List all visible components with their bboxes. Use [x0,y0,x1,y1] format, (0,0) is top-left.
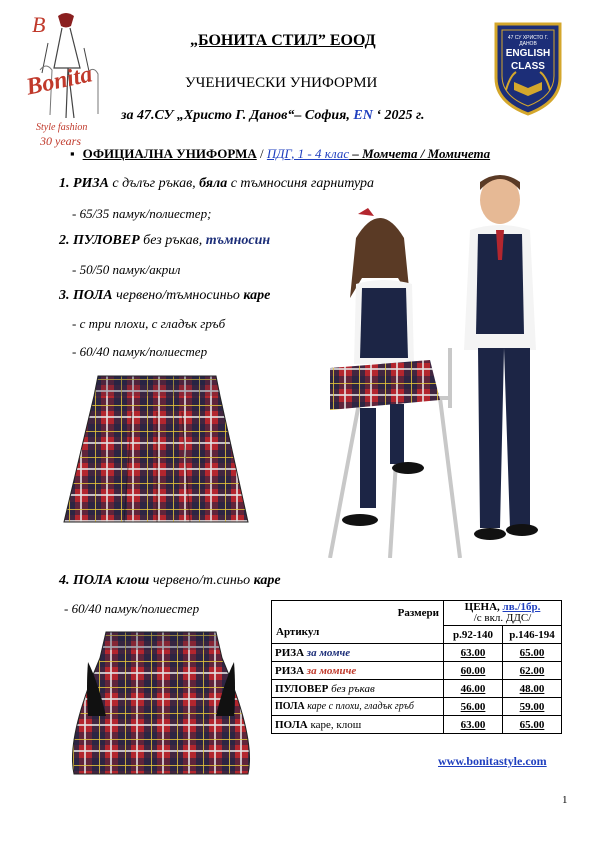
badge-line1: ENGLISH [505,48,551,59]
item-emph: бяла [199,176,228,191]
article-label: Артикул [276,626,320,638]
size-header-1: р.92-140 [444,626,503,644]
price-label: ЦЕНА, [464,601,500,613]
students-photo-icon [300,168,550,558]
pleated-skirt-image [62,372,250,528]
row-price-2: 62.00 [519,664,545,677]
english-class-badge [492,20,564,116]
row-price-1: 46.00 [460,682,486,695]
row-price-2: 48.00 [519,682,545,695]
section-slash: / [256,146,267,161]
vat-label: /с вкл. ДДС/ [473,612,532,624]
row-price-1: 63.00 [460,646,486,659]
row-note: каре, клош [310,718,362,731]
row-name: ПОЛА [275,718,308,731]
item-number: 4. [59,573,70,588]
brand-years: 30 years [40,134,81,148]
section-heading [70,146,490,162]
size-header-2: р.146-194 [503,626,562,644]
svg-text:B: B [32,12,46,37]
school-en: EN [353,108,373,123]
item-number: 2. [59,233,70,248]
row-name: РИЗА [275,646,305,659]
item-2 [59,233,270,249]
table-row [272,644,562,662]
section-title: ОФИЦИАЛНА УНИФОРМА [82,146,257,161]
table-row [272,716,562,734]
school-prefix: за 47.СУ „Христо Г. Данов“– София, [121,108,350,123]
table-row [272,662,562,680]
item-4-detail: - 60/40 памук/полиестер [64,601,200,616]
row-note: каре с плохи, гладък гръб [307,701,414,712]
item-emph: каре [253,573,281,588]
table-corner-header [272,601,444,644]
row-price-2: 65.00 [519,718,545,731]
page-number: 1 [562,794,568,806]
row-price-2: 65.00 [519,646,545,659]
badge-ring-text: 47 СУ ХРИСТО Г. ДАНОВ [507,35,549,47]
row-note: за момче [306,646,351,659]
row-price-1: 60.00 [460,664,486,677]
item-name: РИЗА [73,176,109,191]
item-3-detail: - с три плохи, с гладък гръб [72,316,226,331]
children-photo [300,168,550,558]
item-number: 3. [59,288,70,303]
item-desc: червено/т.синьо [149,573,254,588]
row-price-1: 56.00 [460,700,486,713]
item-desc: с дълъг ръкав, [108,176,200,191]
item-1-detail: - 65/35 памук/полиестер; [72,206,212,221]
item-4 [59,573,281,589]
section-audience: – Момчета / Момичета [349,146,491,161]
row-price-2: 59.00 [519,700,545,713]
item-2-detail: - 50/50 памук/акрил [72,262,181,277]
item-name: ПОЛА [73,288,113,303]
item-number: 1. [59,176,70,191]
item-desc: без ръкав, [139,233,206,248]
website-link[interactable]: www.bonitastyle.com [438,754,547,768]
item-desc2: с тъмносиня гарнитура [227,176,375,191]
item-desc: червено/тъмносиньо [112,288,244,303]
price-table [271,600,562,734]
bullet-icon: ▪ [70,146,75,161]
school-suffix: ‘ 2025 г. [376,108,425,123]
sizes-label: Размери [397,607,439,619]
item-emph: каре [243,288,271,303]
table-row [272,698,562,716]
bonita-logo [18,8,108,148]
row-name: ПОЛА [275,701,305,712]
brand-name: Bonita [23,61,95,101]
school-line [121,108,424,124]
flared-skirt-icon [66,628,256,780]
item-3 [59,288,270,304]
flared-skirt-image [66,628,256,780]
row-note: без ръкав [331,682,375,695]
currency-label: лв./1бр. [502,601,541,613]
section-grades: ПДГ, 1 - 4 клас [266,146,350,161]
item-3-detail2: - 60/40 памук/полиестер [72,344,208,359]
item-name: ПОЛА клош [73,573,150,588]
pleated-skirt-icon [62,372,250,528]
brand-tagline: Style fashion [36,122,88,133]
item-emph: тъмносин [205,233,271,248]
row-note: за момиче [306,664,357,677]
row-name: РИЗА [275,664,305,677]
table-row [272,680,562,698]
row-price-1: 63.00 [460,718,486,731]
item-name: ПУЛОВЕР [73,233,140,248]
document-subtitle: УЧЕНИЧЕСКИ УНИФОРМИ [185,75,378,91]
price-header [444,601,562,626]
company-title: „БОНИТА СТИЛ” ЕООД [190,32,376,49]
row-name: ПУЛОВЕР [275,682,329,695]
badge-line2: CLASS [511,61,545,72]
